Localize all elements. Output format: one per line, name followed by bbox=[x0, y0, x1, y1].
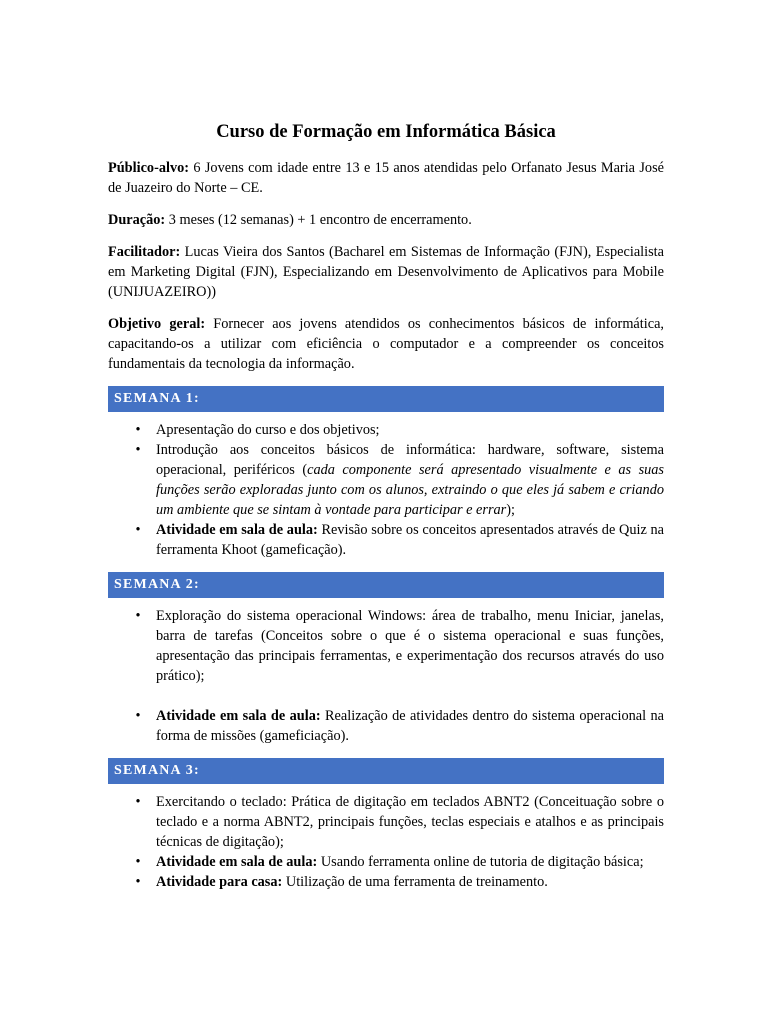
facilitador-label: Facilitador: bbox=[108, 244, 181, 260]
bullet-icon: • bbox=[135, 708, 141, 724]
objetivo-paragraph bbox=[108, 314, 664, 374]
list-item-bold-label: Atividade em sala de aula: bbox=[156, 708, 321, 724]
bullet-icon: • bbox=[135, 522, 141, 538]
objetivo-text: Fornecer aos jovens atendidos os conhecimentos básicos de informática, capacitando-os a utilizar com eficiência o computador e a compreender os conceitos fundamentais da tecnologia da informação. bbox=[108, 316, 664, 372]
list-item bbox=[108, 606, 664, 686]
objetivo-label: Objetivo geral: bbox=[108, 316, 206, 332]
week-2-header: SEMANA 2: bbox=[108, 572, 664, 598]
document-content bbox=[108, 120, 664, 904]
list-item bbox=[108, 792, 664, 852]
facilitador-text: Lucas Vieira dos Santos (Bacharel em Sistemas de Informação (FJN), Especialista em Marketing Digital (FJN), Especializando em Desenvolvimento de Aplicativos para Mobile (UNIJUAZEIRO)) bbox=[108, 244, 664, 300]
publico-alvo-paragraph bbox=[108, 158, 664, 198]
week-3-header: SEMANA 3: bbox=[108, 758, 664, 784]
facilitador-paragraph bbox=[108, 242, 664, 302]
list-item-bold-label: Atividade para casa: bbox=[156, 874, 283, 890]
bullet-icon: • bbox=[135, 422, 141, 438]
publico-alvo-label: Público-alvo: bbox=[108, 160, 190, 176]
list-item-text: Usando ferramenta online de tutoria de digitação básica; bbox=[317, 854, 644, 870]
list-item-text: Apresentação do curso e dos objetivos; bbox=[156, 422, 380, 438]
list-item-bold-label: Atividade em sala de aula: bbox=[156, 854, 318, 870]
list-item bbox=[108, 420, 664, 440]
publico-alvo-text: 6 Jovens com idade entre 13 e 15 anos atendidas pelo Orfanato Jesus Maria José de Juazeiro do Norte – CE. bbox=[108, 160, 664, 196]
week-3-list bbox=[108, 792, 664, 892]
week-2-list bbox=[108, 606, 664, 746]
bullet-icon: • bbox=[135, 608, 141, 624]
list-item-text: Utilização de uma ferramenta de treinamento. bbox=[282, 874, 548, 890]
list-item bbox=[108, 520, 664, 560]
document-title: Curso de Formação em Informática Básica bbox=[216, 122, 556, 142]
list-item bbox=[108, 440, 664, 520]
list-item-italic-text: cada componente será apresentado visualmente e as suas funções serão exploradas junto com os alunos, extraindo o que eles já sabem e criando um ambiente que se sintam à vontade para participar e errar bbox=[156, 462, 664, 518]
list-item bbox=[108, 872, 664, 892]
list-item-bold-label: Atividade em sala de aula: bbox=[156, 522, 318, 538]
duracao-paragraph bbox=[108, 210, 664, 230]
list-item-text: Introdução aos conceitos básicos de informática: hardware, software, sistema operacional, periféricos ( bbox=[156, 442, 664, 478]
bullet-icon: • bbox=[135, 794, 141, 810]
list-item-text: Revisão sobre os conceitos apresentados através de Quiz na ferramenta Khoot (gameficação). bbox=[156, 522, 664, 558]
list-item-text-end: ); bbox=[506, 502, 515, 518]
duracao-text: 3 meses (12 semanas) + 1 encontro de encerramento. bbox=[165, 212, 472, 228]
bullet-icon: • bbox=[135, 854, 141, 870]
week-1-header: SEMANA 1: bbox=[108, 386, 664, 412]
duracao-label: Duração: bbox=[108, 212, 166, 228]
list-item bbox=[108, 706, 664, 746]
list-item-text: Exploração do sistema operacional Windows: área de trabalho, menu Iniciar, janelas, barra de tarefas (Conceitos sobre o que é o sistema operacional e suas funções, apresentação das principais ferramentas, e experimentação dos recursos através do uso prático); bbox=[156, 608, 664, 684]
week-1-list bbox=[108, 420, 664, 560]
list-item-text: Realização de atividades dentro do sistema operacional na forma de missões (gameficiação). bbox=[156, 708, 664, 744]
bullet-icon: • bbox=[135, 874, 141, 890]
list-item bbox=[108, 852, 664, 872]
list-item-text: Exercitando o teclado: Prática de digitação em teclados ABNT2 (Conceituação sobre o teclado e a norma ABNT2, principais funções, teclas especiais e atalhos e as principais técnicas de digitação); bbox=[156, 794, 664, 850]
bullet-icon: • bbox=[135, 442, 141, 458]
